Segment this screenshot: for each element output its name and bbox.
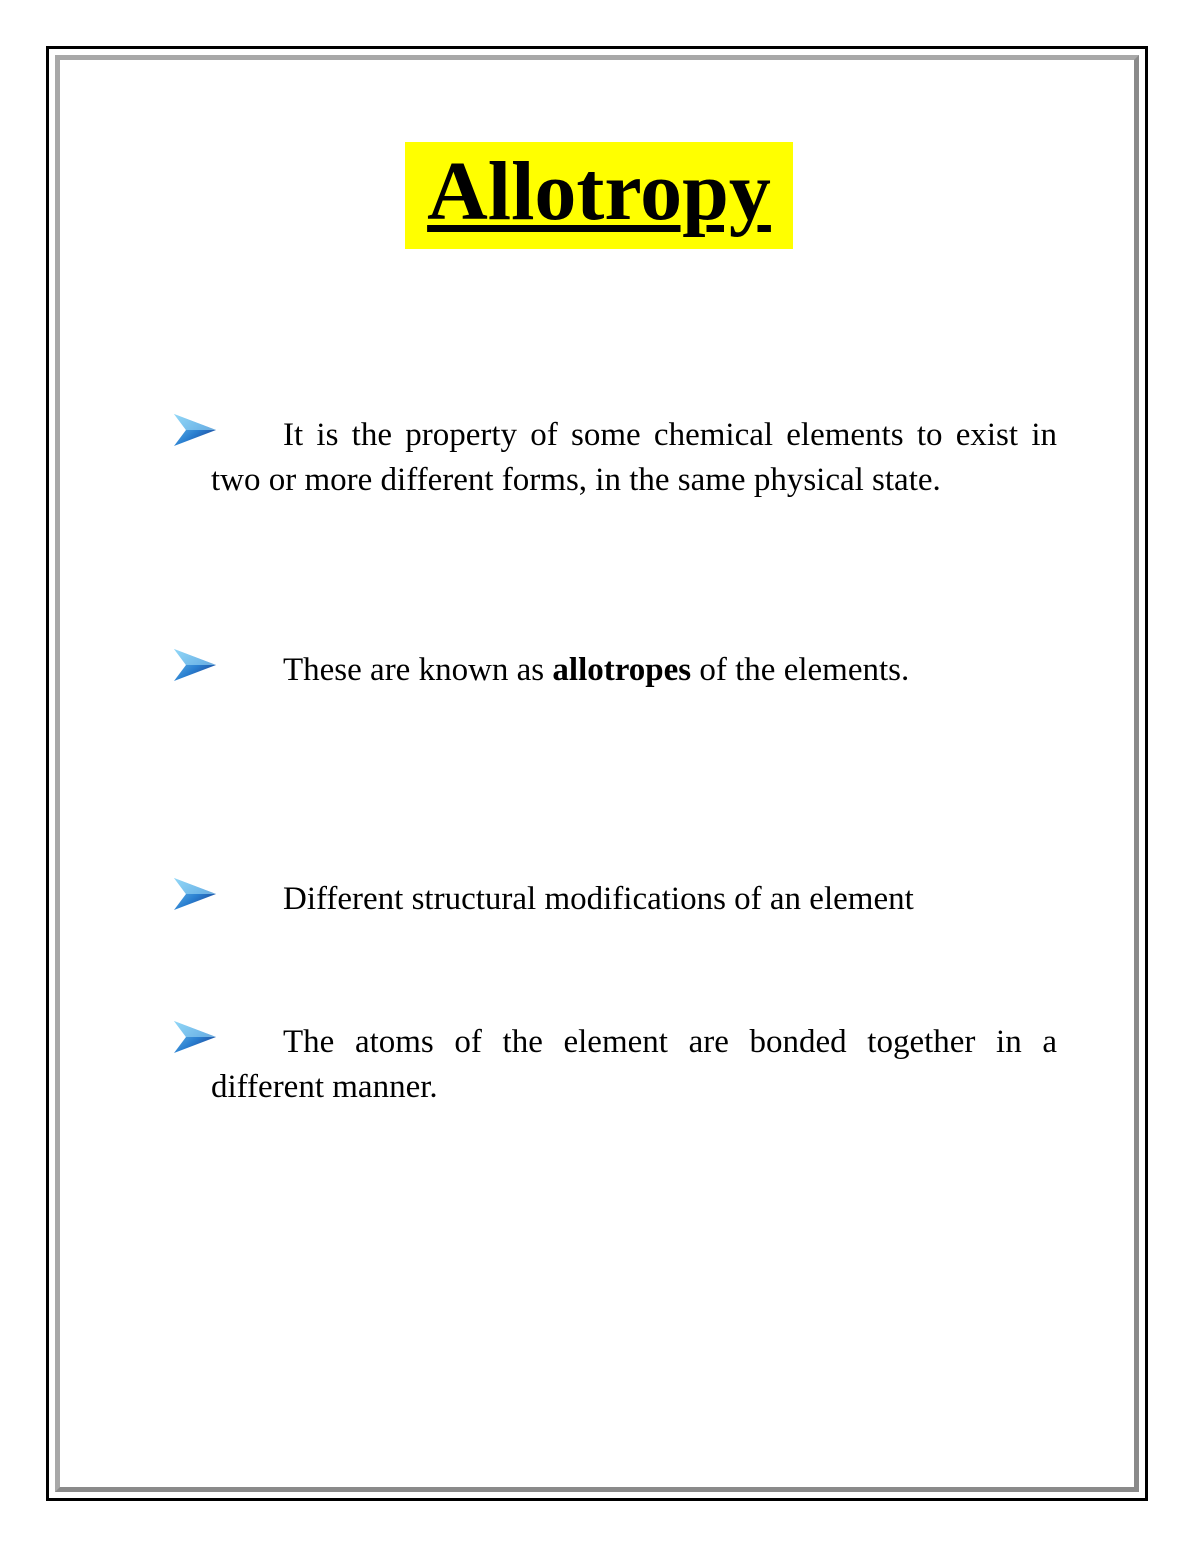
bullet-text-1 <box>211 413 1057 503</box>
bullet-1-content: It is the property of some chemical elements to exist in two or more different forms, in the same physical state. <box>211 417 1057 498</box>
bullet-2-bold-term: allotropes <box>552 652 692 688</box>
page-border <box>46 46 1148 1501</box>
bullet-text-3 <box>211 877 1057 922</box>
page-title: Allotropy <box>405 142 793 249</box>
bullet-text-2 <box>211 648 1057 693</box>
bullet-4-content: The atoms of the element are bonded together in a different manner. <box>211 1024 1057 1105</box>
bullet-2-text-before: These are known as <box>283 652 545 688</box>
bullet-2-text-after: of the elements. <box>699 652 910 688</box>
bullet-3-content: Different structural modifications of an element <box>283 881 914 917</box>
page-border-inner <box>55 55 1139 1492</box>
bullet-text-4 <box>211 1020 1057 1110</box>
